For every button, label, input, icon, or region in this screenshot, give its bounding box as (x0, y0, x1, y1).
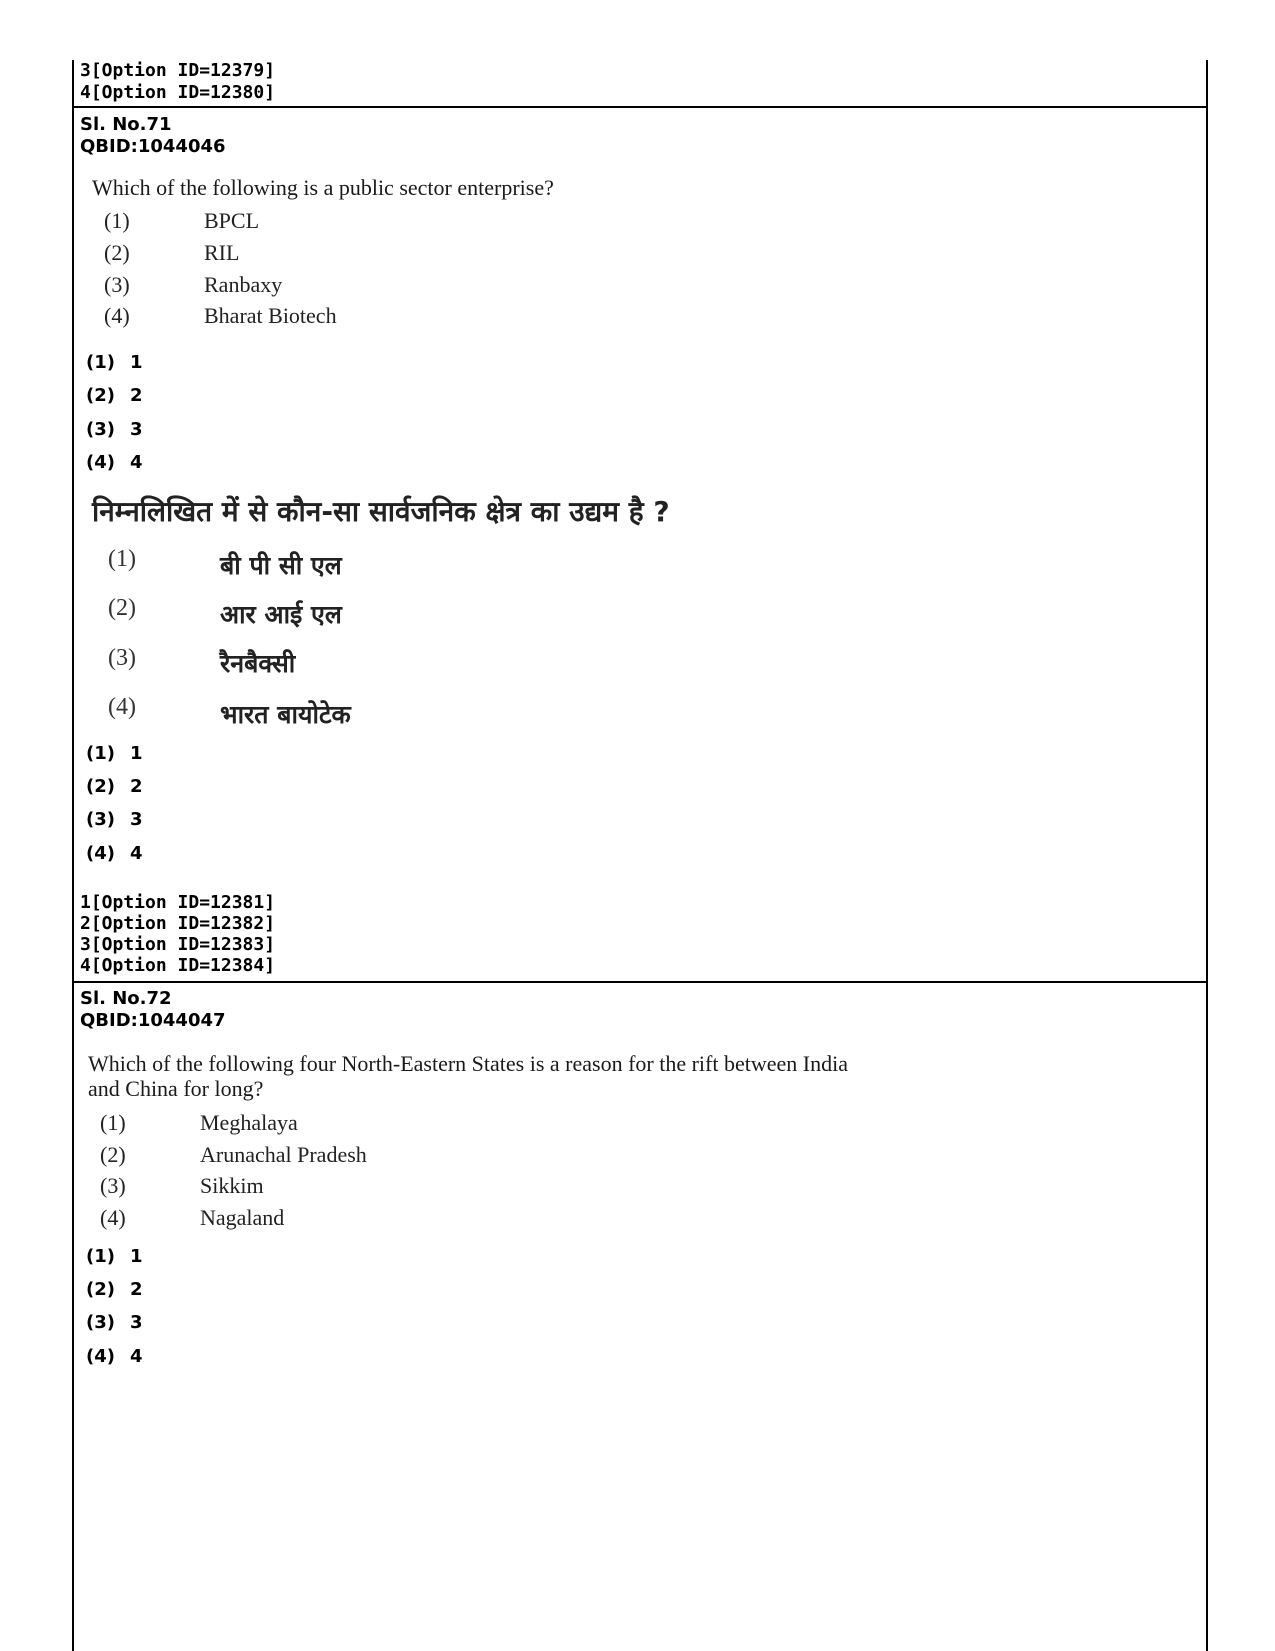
option-id-line: 3[Option ID=12383] (80, 934, 276, 955)
option-text: Sikkim (200, 1173, 264, 1198)
answer-number: (4) (86, 843, 115, 864)
option-number: (3) (100, 1173, 126, 1198)
option-id-line: 3[Option ID=12379] (80, 60, 276, 81)
option-number: (3) (104, 272, 130, 297)
answer-choice[interactable] (86, 1346, 143, 1367)
answer-number: (3) (86, 1312, 115, 1333)
option-text-hindi: आर आई एल (220, 600, 342, 629)
option-number: (2) (108, 595, 136, 621)
answer-number: (4) (86, 452, 115, 473)
answer-number: (2) (86, 776, 115, 797)
option-text: Ranbaxy (204, 272, 283, 297)
answer-value: 2 (130, 1279, 143, 1300)
option-number: (4) (104, 303, 130, 328)
option-text-hindi: रैनबैक्सी (220, 649, 296, 678)
answer-choice[interactable] (86, 1279, 143, 1300)
option-number: (4) (108, 694, 136, 720)
option-number: (1) (108, 546, 136, 572)
section-divider (74, 981, 1206, 983)
option-id-line: 4[Option ID=12384] (80, 955, 276, 976)
answer-choice[interactable] (86, 1246, 143, 1267)
question-paper-page (72, 60, 1208, 1651)
answer-choice[interactable] (86, 419, 143, 440)
answer-value: 2 (130, 385, 143, 406)
option-text: BPCL (204, 208, 260, 233)
answer-number: (4) (86, 1346, 115, 1367)
qbid: QBID:1044047 (80, 1010, 226, 1031)
answer-number: (3) (86, 809, 115, 830)
question-text-english: and China for long? (88, 1076, 264, 1101)
answer-value: 3 (130, 1312, 143, 1333)
option-text: Meghalaya (200, 1110, 298, 1135)
answer-value: 4 (130, 843, 143, 864)
answer-number: (1) (86, 1246, 115, 1267)
answer-value: 4 (130, 452, 143, 473)
option-id-line: 4[Option ID=12380] (80, 82, 276, 103)
answer-choice[interactable] (86, 809, 143, 830)
option-number: (2) (100, 1142, 126, 1167)
answer-value: 1 (130, 743, 143, 764)
option-text: Arunachal Pradesh (200, 1142, 367, 1167)
answer-choice[interactable] (86, 843, 143, 864)
answer-choice[interactable] (86, 385, 143, 406)
answer-choice[interactable] (86, 452, 143, 473)
answer-value: 4 (130, 1346, 143, 1367)
option-text: Bharat Biotech (204, 303, 337, 328)
answer-value: 3 (130, 419, 143, 440)
option-number: (2) (104, 240, 130, 265)
question-text-english: Which of the following four North-Eastern States is a reason for the rift between India (88, 1051, 848, 1076)
question-text-hindi: निम्नलिखित में से कौन-सा सार्वजनिक क्षेत्र का उद्यम है ? (92, 495, 670, 528)
option-text-hindi: भारत बायोटेक (220, 700, 351, 729)
serial-number: Sl. No.72 (80, 988, 172, 1009)
answer-choice[interactable] (86, 352, 143, 373)
answer-choice[interactable] (86, 743, 143, 764)
answer-number: (3) (86, 419, 115, 440)
answer-value: 1 (130, 1246, 143, 1267)
option-number: (1) (100, 1110, 126, 1135)
option-text: Nagaland (200, 1205, 285, 1230)
option-number: (3) (108, 645, 136, 671)
answer-number: (1) (86, 352, 115, 373)
answer-choice[interactable] (86, 1312, 143, 1333)
option-text: RIL (204, 240, 240, 265)
answer-value: 1 (130, 352, 143, 373)
option-id-line: 2[Option ID=12382] (80, 913, 276, 934)
qbid: QBID:1044046 (80, 136, 226, 157)
option-id-line: 1[Option ID=12381] (80, 892, 276, 913)
section-divider (74, 106, 1206, 108)
serial-number: Sl. No.71 (80, 114, 172, 135)
answer-choice[interactable] (86, 776, 143, 797)
option-text-hindi: बी पी सी एल (220, 551, 342, 580)
question-text-english: Which of the following is a public sector enterprise? (92, 175, 554, 200)
answer-value: 3 (130, 809, 143, 830)
answer-number: (1) (86, 743, 115, 764)
option-number: (4) (100, 1205, 126, 1230)
option-number: (1) (104, 208, 130, 233)
answer-number: (2) (86, 385, 115, 406)
answer-value: 2 (130, 776, 143, 797)
answer-number: (2) (86, 1279, 115, 1300)
